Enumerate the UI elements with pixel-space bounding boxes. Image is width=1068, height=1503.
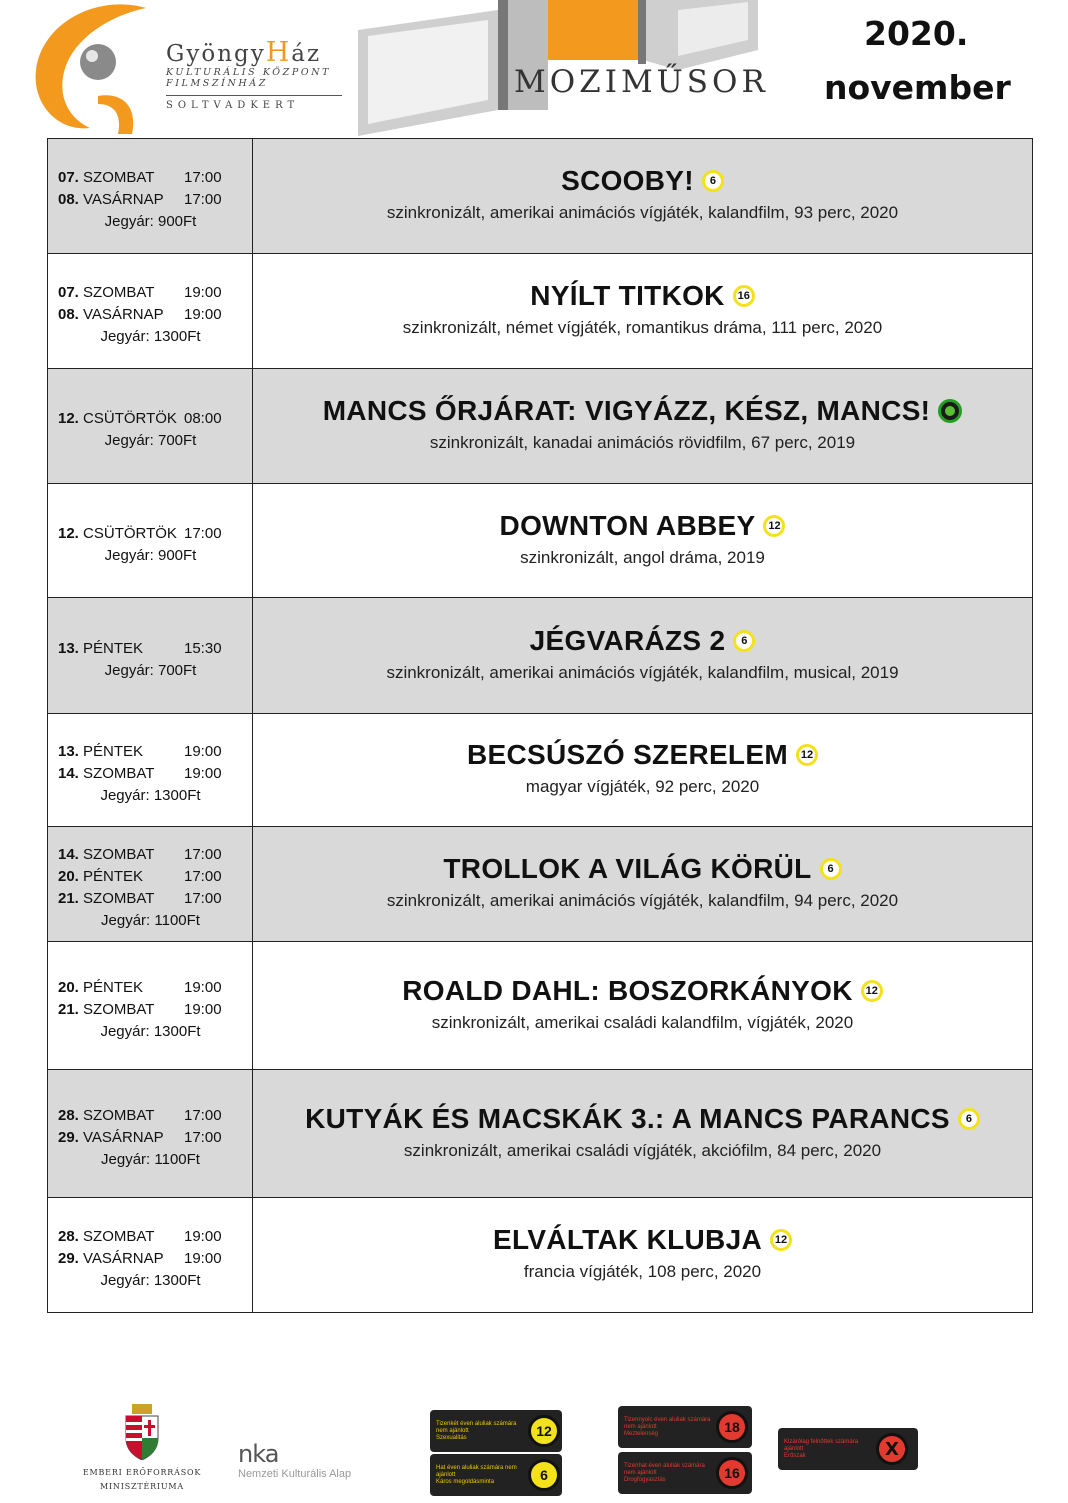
film-row — [47, 598, 1033, 714]
green-circle-icon — [938, 399, 962, 423]
show-weekday: PÉNTEK — [83, 978, 144, 996]
show-date: 20. — [58, 978, 79, 996]
rating-18-icon: 18 — [716, 1411, 748, 1443]
show-day — [58, 844, 184, 866]
show-time: 17:00 — [184, 890, 222, 907]
show-time: 17:00 — [184, 868, 222, 885]
show-date: 13. — [58, 639, 79, 657]
film-row — [47, 254, 1033, 369]
show-time: 17:00 — [184, 1106, 222, 1124]
show-date: 07. — [58, 284, 79, 301]
age-rating-icon: 6 — [702, 170, 724, 192]
showtimes-cell — [48, 827, 253, 941]
rating-badge-6: Hat éven aluliak számára nem ajánlott Káros megoldásminta 6 — [430, 1454, 562, 1496]
ministry-logo — [78, 1404, 206, 1492]
show-date: 08. — [58, 306, 79, 323]
showtime — [58, 866, 252, 888]
showtime — [58, 888, 252, 910]
film-title: ROALD DAHL: BOSZORKÁNYOK — [402, 974, 853, 1006]
show-date: 29. — [58, 1128, 79, 1146]
ticket-price: Jegyár: 1300Ft — [100, 328, 201, 345]
show-time: 08:00 — [184, 410, 222, 427]
film-title: SCOOBY! — [561, 165, 694, 196]
film-description: szinkronizált, amerikai családi kalandfilm, vígjáték, 2020 — [431, 1012, 854, 1032]
show-day — [58, 1226, 184, 1248]
show-weekday: SZOMBAT — [83, 890, 155, 907]
show-day — [58, 523, 184, 545]
show-weekday: SZOMBAT — [83, 1106, 155, 1124]
film-row — [47, 369, 1033, 484]
show-weekday: PÉNTEK — [83, 868, 144, 885]
show-day — [58, 1105, 184, 1127]
showtimes-cell — [48, 254, 253, 368]
film-title-line — [323, 395, 963, 427]
show-date: 12. — [58, 524, 79, 542]
nka-name: Nemzeti Kulturális Alap — [238, 1468, 352, 1480]
ministry-name-2: MINISZTÉRIUMA — [99, 1482, 185, 1491]
show-date: 28. — [58, 1106, 79, 1124]
showtime — [58, 282, 252, 304]
show-day — [58, 167, 184, 189]
show-time: 17:00 — [184, 1128, 222, 1146]
film-title-line — [561, 165, 724, 197]
show-weekday: VASÁRNAP — [83, 1250, 164, 1267]
showtime — [58, 304, 252, 326]
show-date: 12. — [58, 410, 79, 427]
show-date: 21. — [58, 890, 79, 907]
ticket-price: Jegyár: 1300Ft — [100, 787, 201, 804]
age-rating-icon: 12 — [796, 744, 818, 766]
show-date: 20. — [58, 868, 79, 885]
showtimes-cell — [48, 942, 253, 1069]
film-title: ELVÁLTAK KLUBJA — [493, 1224, 762, 1255]
show-day — [58, 866, 184, 888]
show-day — [58, 763, 184, 785]
show-weekday: VASÁRNAP — [83, 1128, 164, 1146]
show-weekday: SZOMBAT — [83, 1228, 155, 1245]
logo-subtitle-1: KULTURÁLIS KÖZPONT — [166, 67, 332, 78]
show-date: 08. — [58, 191, 79, 208]
rating-badge-16: Tizenhat éven aluliak számára nem ajánlott Drogfogyasztás 16 — [618, 1452, 752, 1494]
show-date: 29. — [58, 1250, 79, 1267]
film-title-line — [500, 510, 786, 542]
nka-logo — [238, 1440, 378, 1480]
ticket-price: Jegyár: 1300Ft — [100, 1022, 201, 1040]
showtime — [58, 1127, 252, 1149]
show-time: 19:00 — [184, 1228, 222, 1245]
logo-name: GyöngyHáz — [166, 37, 322, 68]
show-date: 21. — [58, 1000, 79, 1018]
film-info-cell — [253, 714, 1032, 826]
show-day — [58, 304, 184, 326]
show-time: 19:00 — [184, 978, 222, 996]
film-description: szinkronizált, angol dráma, 2019 — [520, 547, 765, 567]
film-info-cell — [253, 369, 1032, 483]
showtime — [58, 408, 252, 430]
footer — [0, 1390, 1068, 1500]
film-title-line — [305, 1103, 980, 1135]
show-date: 07. — [58, 169, 79, 186]
showtime — [58, 1248, 252, 1270]
film-info-cell — [253, 139, 1032, 253]
film-row — [47, 484, 1033, 598]
showtime — [58, 1226, 252, 1248]
film-description: magyar vígjáték, 92 perc, 2020 — [525, 777, 760, 796]
ticket-price: Jegyár: 900Ft — [104, 546, 197, 564]
showtime — [58, 844, 252, 866]
logo-subtitle-2: FILMSZÍNHÁZ — [166, 78, 268, 89]
film-row — [47, 942, 1033, 1070]
showtimes-cell — [48, 1198, 253, 1312]
show-day — [58, 638, 184, 660]
show-day — [58, 282, 184, 304]
show-day — [58, 1127, 184, 1149]
show-day — [58, 888, 184, 910]
header — [0, 0, 1068, 138]
show-time: 17:00 — [184, 169, 222, 186]
rating-x-icon: X — [876, 1433, 908, 1465]
show-weekday: SZOMBAT — [83, 284, 155, 301]
showtimes-cell — [48, 1070, 253, 1197]
show-weekday: VASÁRNAP — [83, 191, 164, 208]
film-title: NYÍLT TITKOK — [530, 280, 725, 311]
film-info-cell — [253, 942, 1032, 1069]
program-title: MOZIMŰSOR — [514, 64, 769, 100]
gyongyhaz-g-logo-icon — [28, 0, 163, 136]
show-day — [58, 999, 184, 1021]
showtimes-cell — [48, 598, 253, 713]
show-time: 17:00 — [184, 191, 222, 208]
film-row — [47, 1070, 1033, 1198]
ticket-price: Jegyár: 700Ft — [104, 432, 197, 449]
rating-badge-18: Tizennyolc éven aluliak számára nem ajánlott Meztelenség 18 — [618, 1406, 752, 1448]
film-title-line — [402, 975, 883, 1007]
film-info-cell — [253, 1198, 1032, 1312]
film-row — [47, 714, 1033, 827]
film-description: szinkronizált, kanadai animációs rövidfilm, 67 perc, 2019 — [429, 433, 856, 452]
show-time: 17:00 — [184, 846, 222, 863]
show-day — [58, 977, 184, 999]
show-time: 19:00 — [184, 743, 222, 760]
show-time: 15:30 — [184, 639, 222, 657]
show-weekday: VASÁRNAP — [83, 306, 164, 323]
show-weekday: SZOMBAT — [83, 1000, 155, 1018]
logo-divider — [166, 95, 342, 96]
program-month: november — [824, 68, 1011, 107]
film-title-line — [467, 739, 818, 771]
ticket-price: Jegyár: 1100Ft — [101, 912, 200, 929]
show-weekday: PÉNTEK — [83, 743, 144, 760]
age-rating-icon: 12 — [861, 980, 883, 1002]
film-row — [47, 827, 1033, 942]
show-time: 19:00 — [184, 1250, 222, 1267]
film-info-cell — [253, 827, 1032, 941]
age-rating-icon: 16 — [733, 285, 755, 307]
showtimes-cell — [48, 369, 253, 483]
show-time: 19:00 — [184, 765, 222, 782]
film-description: szinkronizált, német vígjáték, romantikus dráma, 111 perc, 2020 — [402, 318, 883, 337]
show-weekday: SZOMBAT — [83, 169, 155, 186]
showtime — [58, 189, 252, 211]
film-title: MANCS ŐRJÁRAT: VIGYÁZZ, KÉSZ, MANCS! — [322, 395, 931, 426]
film-title: BECSÚSZÓ SZERELEM — [467, 739, 788, 770]
film-row — [47, 1198, 1033, 1313]
film-description: francia vígjáték, 108 perc, 2020 — [523, 1262, 762, 1281]
show-weekday: SZOMBAT — [83, 846, 155, 863]
showtime — [58, 977, 252, 999]
show-day — [58, 408, 184, 430]
showtime — [58, 1105, 252, 1127]
showtime — [58, 999, 252, 1021]
nka-logo-mark: nka — [238, 1440, 279, 1468]
ministry-name-1: EMBERI ERŐFORRÁSOK — [82, 1468, 202, 1477]
film-description: szinkronizált, amerikai animációs vígjáték, kalandfilm, musical, 2019 — [386, 662, 899, 682]
hungarian-coat-of-arms-icon — [122, 1404, 162, 1460]
program-table — [47, 138, 1033, 1313]
showtime — [58, 741, 252, 763]
film-title-line — [530, 625, 756, 657]
film-title: DOWNTON ABBEY — [499, 509, 756, 541]
film-title: KUTYÁK ÉS MACSKÁK 3.: A MANCS PARANCS — [305, 1102, 950, 1134]
ticket-price: Jegyár: 1100Ft — [101, 1150, 200, 1168]
show-weekday: PÉNTEK — [83, 639, 144, 657]
film-title: JÉGVARÁZS 2 — [529, 624, 726, 656]
show-time: 19:00 — [184, 306, 222, 323]
film-info-cell — [253, 1070, 1032, 1197]
age-rating-icon: 6 — [733, 630, 755, 652]
gyongyhaz-logo-text — [166, 37, 346, 112]
show-day — [58, 1248, 184, 1270]
show-weekday: SZOMBAT — [83, 765, 155, 782]
show-date: 13. — [58, 743, 79, 760]
film-info-cell — [253, 598, 1032, 713]
showtime — [58, 763, 252, 785]
show-time: 17:00 — [184, 524, 222, 542]
film-title-line — [493, 1224, 792, 1256]
show-date: 14. — [58, 846, 79, 863]
showtimes-cell — [48, 484, 253, 597]
show-day — [58, 741, 184, 763]
show-weekday: CSÜTÖRTÖK — [83, 410, 177, 427]
film-title: TROLLOK A VILÁG KÖRÜL — [443, 853, 812, 884]
film-title-line — [443, 853, 841, 885]
rating-16-icon: 16 — [716, 1457, 748, 1489]
film-description: szinkronizált, amerikai animációs vígjáték, kalandfilm, 93 perc, 2020 — [386, 203, 899, 222]
film-info-cell — [253, 484, 1032, 597]
film-info-cell — [253, 254, 1032, 368]
showtime — [58, 523, 252, 545]
show-time: 19:00 — [184, 1000, 222, 1018]
show-date: 28. — [58, 1228, 79, 1245]
showtime — [58, 638, 252, 660]
show-day — [58, 189, 184, 211]
film-description: szinkronizált, amerikai animációs vígjáték, kalandfilm, 94 perc, 2020 — [386, 891, 899, 910]
show-weekday: CSÜTÖRTÖK — [83, 524, 177, 542]
age-rating-icon: 12 — [763, 515, 785, 537]
age-rating-icon: 6 — [820, 858, 842, 880]
showtime — [58, 167, 252, 189]
rating-12-icon: 12 — [528, 1415, 560, 1447]
film-title-line — [530, 280, 754, 312]
age-rating-icon: 6 — [958, 1108, 980, 1130]
ticket-price: Jegyár: 900Ft — [104, 213, 197, 230]
rating-badge-x: Kizárólag felnőttek számára ajánlott Erőszak X — [778, 1428, 918, 1470]
film-description: szinkronizált, amerikai családi vígjáték, akciófilm, 84 perc, 2020 — [403, 1140, 882, 1160]
showtimes-cell — [48, 714, 253, 826]
rating-6-icon: 6 — [528, 1459, 560, 1491]
program-year: 2020. — [864, 14, 969, 53]
logo-city: SOLTVADKERT — [166, 100, 300, 111]
film-row — [47, 139, 1033, 254]
ticket-price: Jegyár: 700Ft — [104, 661, 197, 679]
age-rating-icon: 12 — [770, 1229, 792, 1251]
showtimes-cell — [48, 139, 253, 253]
rating-badge-12: Tizenkét éven aluliak számára nem ajánlott Szexualitás 12 — [430, 1410, 562, 1452]
show-time: 19:00 — [184, 284, 222, 301]
ticket-price: Jegyár: 1300Ft — [100, 1272, 201, 1289]
show-date: 14. — [58, 765, 79, 782]
